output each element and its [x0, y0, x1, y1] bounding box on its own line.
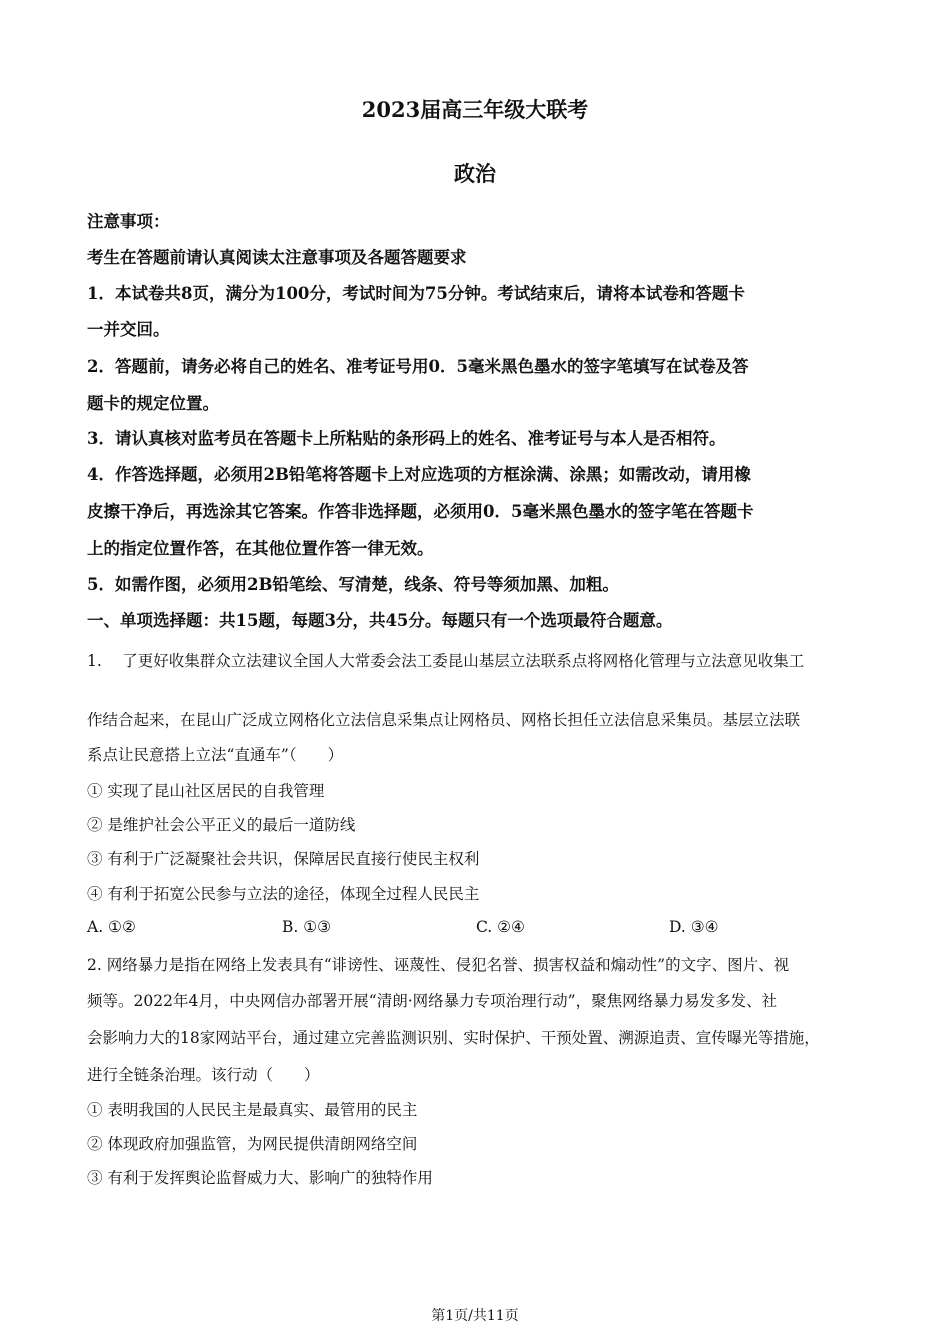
q1-statement: ② 是维护社会公平正义的最后一道防线: [87, 816, 356, 834]
subject-title: 政治: [454, 161, 496, 186]
notice-heading: 注意事项：: [87, 212, 170, 231]
q1-statement: ① 实现了昆山社区居民的自我管理: [87, 782, 325, 800]
notice-intro: 考生在答题前请认真阅读太注意事项及各题答题要求: [87, 248, 467, 267]
q1-option-c: C. ②④: [476, 918, 525, 936]
notice-line: 一并交回。: [87, 320, 170, 339]
notice-line: 1．本试卷共8页，满分为100分，考试时间为75分钟。考试结束后，请将本试卷和答题卡: [87, 284, 745, 303]
page-number: 第1页/共11页: [431, 1308, 519, 1324]
notice-line: 3．请认真核对监考员在答题卡上所粘贴的条形码上的姓名、准考证号与本人是否相符。: [87, 429, 726, 448]
notice-line: 4．作答选择题，必须用2B铅笔将答题卡上对应选项的方框涂满、涂黑；如需改动，请用橡: [87, 465, 751, 484]
q1-stem: 1. 了更好收集群众立法建议全国人大常委会法工委昆山基层立法联系点将网格化管理与立法意见收集工: [87, 652, 805, 670]
section-heading: 一、单项选择题：共15题，每题3分，共45分。每题只有一个选项最符合题意。: [87, 611, 673, 630]
q2-stem: 会影响力大的18家网站平台，通过建立完善监测识别、实时保护、干预处置、溯源追责、宣传曝光等措施，: [87, 1029, 820, 1047]
q2-statement: ② 体现政府加强监管，为网民提供清朗网络空间: [87, 1135, 418, 1153]
notice-line: 5．如需作图，必须用2B铅笔绘、写清楚，线条、符号等须加黑、加粗。: [87, 575, 619, 594]
q1-stem: 系点让民意搭上立法“直通车”（ ）: [87, 746, 344, 764]
q1-option-b: B. ①③: [282, 918, 332, 936]
q2-stem: 2. 网络暴力是指在网络上发表具有“诽谤性、诬蔑性、侵犯名誉、损害权益和煽动性”的文字、图片、视: [87, 956, 790, 974]
notice-line: 题卡的规定位置。: [87, 394, 219, 413]
q1-statement: ④ 有利于拓宽公民参与立法的途径，体现全过程人民民主: [87, 885, 480, 903]
q2-statement: ① 表明我国的人民民主是最真实、最管用的民主: [87, 1101, 418, 1119]
q2-stem: 进行全链条治理。该行动（ ）: [87, 1066, 320, 1084]
q2-statement: ③ 有利于发挥舆论监督威力大、影响广的独特作用: [87, 1169, 433, 1187]
q2-stem: 频等。2022年4月，中央网信办部署开展“清朗·网络暴力专项治理行动”，聚焦网络暴力易发多发、社: [87, 992, 778, 1010]
q1-option-d: D. ③④: [669, 918, 719, 936]
q1-statement: ③ 有利于广泛凝聚社会共识，保障居民直接行使民主权利: [87, 850, 480, 868]
q1-stem: 作结合起来，在昆山广泛成立网格化立法信息采集点让网格员、网格长担任立法信息采集员。基层立法联: [87, 711, 801, 729]
q1-option-a: A. ①②: [87, 918, 136, 936]
exam-title: 2023届高三年级大联考: [361, 97, 589, 122]
notice-line: 2．答题前，请务必将自己的姓名、准考证号用0．5毫米黑色墨水的签字笔填写在试卷及答: [87, 357, 749, 376]
notice-line: 上的指定位置作答，在其他位置作答一律无效。: [87, 539, 434, 558]
notice-line: 皮擦干净后，再选涂其它答案。作答非选择题，必须用0．5毫米黑色墨水的签字笔在答题卡: [87, 502, 754, 521]
